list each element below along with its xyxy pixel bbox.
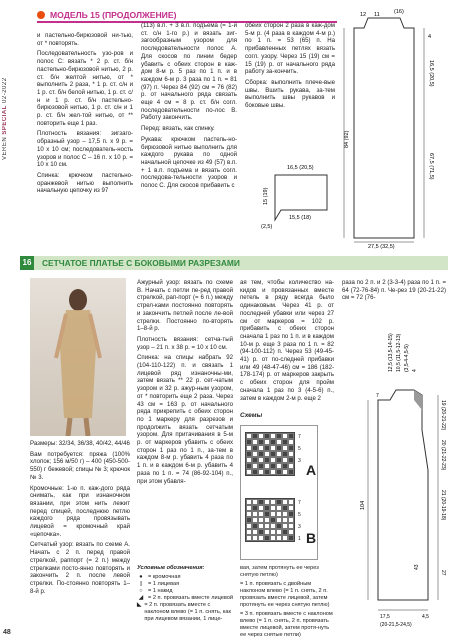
section-1-col-3 [245,22,335,113]
legend-item [137,588,237,595]
sleeve-dim-left: 15 (19) [263,187,269,205]
sleeve-pattern-diagram [257,160,337,230]
paragraph: раза по 2 п. и 2 (3-3-4) раза по 1 п. = 64 (72-76-84) п. Че-рез 19 (20-21-22) см = 72 (76- [342,279,446,302]
paragraph: и пастельно-бирюзовой ни-тью, от * повторять. [37,32,133,47]
dim-neck: 7 [376,393,379,399]
paragraph: Сетчатый узор: вязать по схеме А. Начать с 2 п. перед правой стрелкой, раппорт (= 2 п.) между стрелками посто-янно повторять и закончить 2 п. после левой стрелки. По-стоянно повторять 1–8-й р. [30,541,130,595]
dim-lower: 27 [440,570,446,576]
legend-item [137,602,237,623]
row-number: 3 [298,458,301,464]
legend-text: = 1 накид [148,588,173,594]
dim-top-2: 10,5 (11,5-12-13) [396,333,402,372]
legend-text: = 3 п. провязать вместе с наклоном влево (= 1 п. снять, 2 п. провязать вместе лицевой, затем протя-нуть ее через снятые петли) [240,611,333,638]
sleeve-dim-corner: (2,5) [261,224,273,230]
legend-left [137,565,237,623]
legend-symbol: ○ [139,588,143,594]
dim-right-a: 16,5 (20,5) [428,60,434,87]
paragraph: Ажурный узор: вязать по схеме В. Начать с петли пе-ред правой стрелкой, рап-порт (= 6 п.) между стрел-ками постоянно повторять и закончить петлей после ле-вой стрелки. Постоянно по-вторять 1–8-й р. [137,279,233,333]
dim-right-top: 4 [428,34,432,40]
bullet-icon [37,11,45,19]
section-2-col-1 [30,440,130,598]
dim-side-c: 21 (20-19-18) [440,490,446,521]
scheme-b-label: B [306,530,317,546]
dim-left-a: 4 [412,369,418,372]
section-1-col-1 [37,32,133,198]
dim-bottom-b: 4,5 [422,614,429,620]
sleeve-dim-bottom: 15,5 (18) [289,215,312,221]
scheme-a-grid [245,432,295,476]
dim-side-a: 19 (20-21-22) [440,400,446,431]
dim-bottom-a: 17,5 [380,614,390,620]
row-number: 7 [298,500,301,506]
paragraph: Плотность вязания: сетча-тый узор – 21 п. x 38 р. = 10 x 10 см. [137,335,233,351]
dim-bottom-len: 43 [414,564,420,570]
legend-text: вая, затем протянуть ее через снятую петлю) [240,565,319,578]
legend-text: = 1 лицевая [148,581,180,587]
scheme-b-row-numbers [298,497,301,545]
legend-text: = 1 п. провязать с двойным наклоном влево (= 1 п. снять, 2 п. провязать вместе лицевой, затем протянуть ее через снятую петлю) [240,581,330,608]
legend-text: = 2 п. провязать вместе лицевой [148,595,234,601]
dim-top-a: 12 [360,12,367,18]
paragraph: Перед: вязать, как спинку. [141,125,215,133]
legend-item [137,595,237,602]
dim-top: 12,5 (13,5-14-15) [388,333,394,372]
row-number: 5 [298,512,301,518]
dim-right-b: 67,5 (71,5) [428,153,434,180]
section-2-header [20,256,448,270]
dim-top-c: (16) [394,9,404,15]
brand-name: VEREN [2,136,8,160]
scheme-b-grid [245,498,295,542]
legend-symbol: ◣ [137,602,142,608]
section-2-col-3 [240,279,334,405]
legend-right [240,565,336,639]
row-number: 7 [298,434,301,440]
schemes-title: Схемы [240,412,263,419]
row-number: 3 [298,524,301,530]
legend-symbol: | [140,581,142,587]
paragraph: Вам потребуется: пряжа (100% хлопок; 156 м/50 г) – 400 (450-500-550) г бежевой; спицы № 3; крючок № 3. [30,450,130,481]
section-2-col-2 [137,279,233,488]
page-number: 48 [3,629,11,636]
legend-symbol: ● [139,574,143,580]
paragraph: Сборка: выполнить плече-вые швы. Вшить рукава, за-тем выполнить швы рукавов и боковые швы. [245,78,335,110]
issue-label: 02-2022 [2,77,8,103]
dim-bottom: 27,5 (32,5) [368,244,395,250]
paragraph: Спинка: крючком пастельно-оранжевой нитью выполнить начальную цепочку из 97 [37,171,133,195]
section-1-col-2 [141,22,237,193]
sleeve-dim-top: 16,5 (20,5) [287,165,314,171]
magazine-sidebar [2,30,16,160]
body-pattern-diagram [334,8,450,254]
section-2-title: СЕТЧАТОЕ ПЛАТЬЕ С БОКОВЫМИ РАЗРЕЗАМИ [42,258,240,268]
special-label: SPECIAL [2,105,8,135]
section-1-header [37,6,337,19]
legend-title: Условные обозначения: [137,565,205,571]
dim-side-b: 20 (21-22-23) [440,440,446,471]
row-number: 1 [298,536,301,542]
model-figure-image [30,278,126,436]
legend-text: = кромочная [148,574,181,580]
legend-symbol: ◢ [138,595,144,601]
scheme-a-label: A [306,462,317,478]
model-photo [30,278,126,436]
dim-top-b: 11 [374,12,380,18]
paragraph: Рукава: крючком пастель-но-бирюзовой нитью выполнить для каждого рукава по одной начальной цепочке из 49 (57) в.п. + 1 в.п. подъема и вязать согл. последова-тельности узоров и полос С. Для скосов прибавить с [141,135,237,190]
legend-item [137,574,237,581]
paragraph: обеих сторон 2 раза в каж-дом 5-м р. (4 раза в каждом 4-м р.) по 1 п. = 53 (65) п. На прибавленных петлях вязать согл. узору. Через 15 (19) см = 15 (19) р. от начального ряда работу за-кончить. [245,22,335,76]
section-1-title: МОДЕЛЬ 15 (ПРОДОЛЖЕНИЕ) [50,9,177,20]
legend-item [137,581,237,588]
section-2-number: 16 [20,256,34,270]
paragraph: (113) в.п. + 3 в.п. подъема (= 1-й ст. с/н 1-го р.) и вязать зиг-загообразным узором для последовательности полос А. Для скосов по линии бедер убавить с обеих сторон в каж-дом 8-м р. 5 раз по 1 п. и в каждом 6-м р. 3 раза по 1 п. = 81 (97) п. Через 84 (92) см = 76 (82) р. от начального ряда связать еще 4 см = 8 р. ст. б/н согл. последовательности по-лос В. Работу закончить. [141,22,237,122]
paragraph: Плотность вязания: зигзаго-образный узор – 17,5 п. x 9 р. = 10 x 10 см; последователь-ность узоров и полос С – 16 п. x 10 р. = 10 x 10 см. [37,130,133,169]
dress-pattern-diagram [338,300,450,635]
scheme-a-row-numbers [298,431,301,467]
dim-total: 104 [360,500,366,510]
paragraph: Спинка: на спицы набрать 92 (104-110-122) п. и связать 1 лицевой ряд изнаночны-ми, затем вязать ** 22 р. сет-чатым узором и 32 р. ажур-ным узором, от * повторить еще 2 раза. Через 43 см = 163 р. от начального ряда прикрепить с обеих сторон по 1 маркеру для разрезов и продолжить вязать сетчатым узором. Для притачивания в 5-м р. от маркеров убавить с обеих сторон 1 раз по 1 п., за-тем в каждом 8-м р. убавить 4 раза по 1 п. и в каждом 6-м р. убавить 4 раза по 1 п. = 74 (86-92-104) п., при этом убавля- [137,354,233,485]
row-number: 5 [298,446,301,452]
paragraph: ая тем, чтобы количество на-кидов и провязанных вместе петель в ряду всегда было одинаковым. Через 41 р. от последней убавки или через 27 см от маркеров = 102 р. прибавить с обеих сторон сначала 1 раз по 1 п. и в каждом 10-м р. еще 3 раза по 1 п. = 82 (94-100-112) п. Через 53 (49-45-41) р. от по-следней прибавки или 49 (48-47-46) см = 186 (182-178-174) р. от маркеров закрыть с обеих сторон для пройм сначала 1 раз по 3 (4-5-6) п., затем в каждом 2-м р. еще 2 [240,279,334,402]
legend-text: = 2 п. провязать вместе с наклоном влево (= 1 п. снять, как при лицевом вязании, 1 лице- [144,602,231,622]
paragraph: Размеры: 32/34, 36/38, 40/42, 44/46 [30,440,130,447]
paragraph: Кромочные: 1-ю п. каж-дого ряда снимать, как при изнаночном вязании, при этом нить лежит перед спицей, последнюю петлю каждого ряда провязывать лицевой = кромочный край «цепочка». [30,484,130,538]
paragraph: Последовательность узо-ров и полос С: вязать * 2 р. ст. б/н пастельно-бирюзовой нитью, 2 р. ст. б/н желтой нитью, от * выполнить 2 раза, * 1 р. ст. с/н и 1 р. ст. б/н белой нитью, 1 р. ст. с/н и 1 р. ст. б/н пастельно-бирюзовой нитью, 1 р. ст. с/н и 1 р. ст. б/н жел-той нитью, от ** повторить еще 1 раз. [37,50,133,127]
dim-left: 84 (92) [344,130,350,148]
dim-left-b: (3,5-4-4,5-5) [404,344,410,372]
dim-bottom-c: (20-21,5-24,5) [380,622,412,628]
